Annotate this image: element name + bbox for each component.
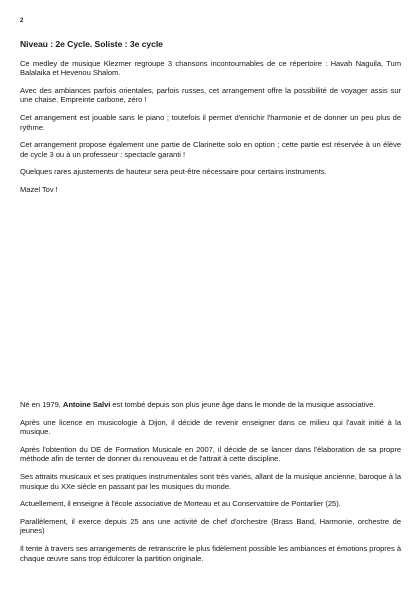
author-name: Antoine Salvi: [62, 400, 111, 409]
level-heading: Niveau : 2e Cycle. Soliste : 3e cycle: [20, 39, 163, 49]
intro-paragraph-3: Cet arrangement est jouable sans le piano ; toutefois il permet d'enrichir l'harmonie et de donner un peu plus de rythme.: [20, 112, 401, 132]
bio-paragraph-4: Ses attraits musicaux et ses pratiques instrumentales sont très variés, allant de la musique ancienne, baroque à la musique du XXe siècle en passant par les musiques du monde.: [20, 471, 401, 491]
intro-paragraph-1: Ce medley de musique Klezmer regroupe 3 chansons incontournables de ce répertoire : Havah Naguila, Tum Balalaika et Hevenou Shalom.: [20, 58, 401, 78]
bio-paragraph-6: Parallèlement, il exerce depuis 25 ans une activité de chef d'orchestre (Brass Band, Harmonie, orchestre de jeunes): [20, 516, 401, 536]
bio-paragraph-7: Il tente à travers ses arrangements de retranscrire le plus fidèlement possible les ambiances et émotions propres à chaque œuvre sans trop édulcorer la partition originale.: [20, 543, 401, 563]
intro-paragraph-5: Quelques rares ajustements de hauteur sera peut-être nécessaire pour certains instruments.: [20, 167, 327, 177]
intro-paragraph-4: Cet arrangement propose également une partie de Clarinette solo en option ; cette partie est réservée à un élève de cycle 3 ou à un professeur : spectacle garanti !: [20, 140, 401, 159]
closing-wish: Mazel Tov !: [20, 184, 58, 194]
bio-suffix: est tombé depuis son plus jeune âge dans le monde de la musique associative.: [110, 400, 376, 409]
page-number: 2: [20, 18, 24, 24]
bio-paragraph-2: Après une licence en musicologie à Dijon, il décide de revenir enseigner dans ce milieu qui l'avait initié à la musique.: [20, 417, 401, 437]
author-bio-section: [20, 400, 401, 571]
bio-paragraph-1: [20, 400, 401, 410]
bio-prefix: Né en 1979,: [20, 400, 63, 409]
intro-section: [20, 40, 401, 203]
intro-paragraph-2: Avec des ambiances parfois orientales, parfois russes, cet arrangement offre la possibilité de voyager assis sur une chaise. Empreinte carbone, zéro !: [20, 85, 401, 105]
bio-paragraph-5: Actuellement, il enseigne à l'école associative de Morteau et au Conservatoire de Pontarlier (25).: [20, 499, 341, 509]
bio-paragraph-3: Après l'obtention du DE de Formation Musicale en 2007, il décide de se lancer dans l'élaboration de sa propre méthode afin de tenter de donner du renouveau et de l'attrait à cette discipline.: [20, 444, 401, 464]
